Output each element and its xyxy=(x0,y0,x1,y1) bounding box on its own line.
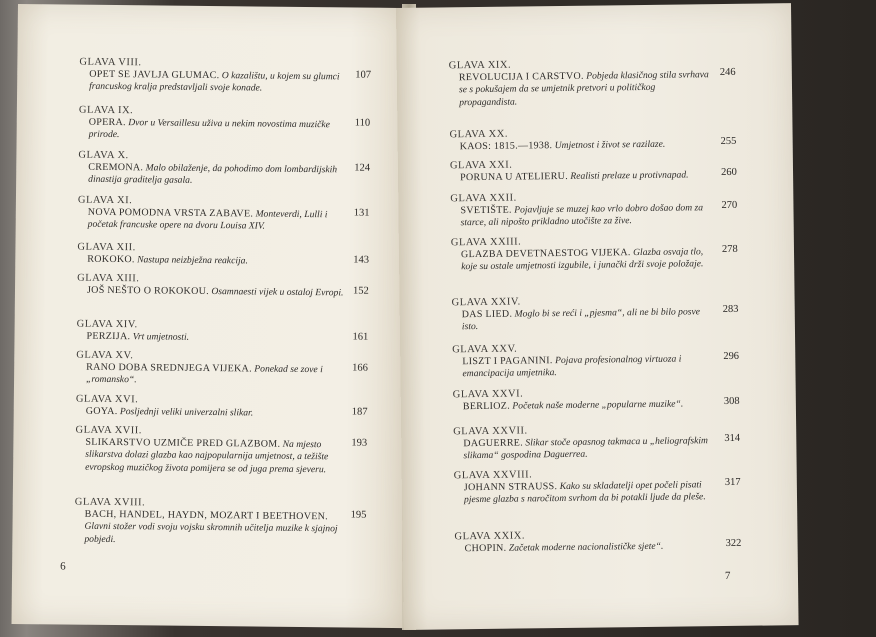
page-number: 107 xyxy=(355,69,372,81)
chapter-summary xyxy=(462,306,716,334)
page-number: 166 xyxy=(352,362,369,374)
toc-entry xyxy=(78,150,350,190)
page-number: 314 xyxy=(724,432,741,445)
chapter-description: Vrt umjetnosti. xyxy=(132,331,190,343)
page-number: 161 xyxy=(352,331,369,343)
chapter-title: JOHANN STRAUSS. xyxy=(463,481,558,494)
page-number: 283 xyxy=(722,303,739,316)
chapter-title: SVETIŠTE. xyxy=(460,204,512,217)
toc-entry xyxy=(76,394,348,421)
page-number: 246 xyxy=(719,66,736,79)
chapter-summary xyxy=(464,479,718,507)
chapter-summary xyxy=(84,509,346,549)
chapter-title: CREMONA. xyxy=(88,161,144,174)
page-number: 131 xyxy=(353,207,370,219)
chapter-description: Umjetnost i život se razilaze. xyxy=(554,138,666,152)
chapter-description: Realisti prelaze u protivnapad. xyxy=(570,169,689,182)
toc-entry xyxy=(75,425,348,477)
chapter-title: PERZIJA. xyxy=(86,330,131,343)
chapter-summary xyxy=(459,69,713,109)
chapter-description: Glavni stožer vodi svoju vojsku skromnih učitelja muzike k sjajnoj pobjedi. xyxy=(84,521,338,545)
chapter-summary xyxy=(463,435,717,463)
chapter-summary xyxy=(85,437,347,477)
chapter-title: LISZT I PAGANINI. xyxy=(462,355,553,368)
chapter-number: GLAVA XVIII. xyxy=(74,496,146,509)
toc-entry xyxy=(452,341,716,381)
chapter-title: ROKOKO. xyxy=(87,253,135,266)
chapter-number: GLAVA XXIV. xyxy=(451,296,521,309)
chapter-title: NOVA POMODNA VRSTA ZABAVE. xyxy=(87,206,254,220)
chapter-description: Početak naše moderne „popularne muzike“. xyxy=(512,398,684,412)
chapter-number: GLAVA XIII. xyxy=(77,272,140,285)
chapter-title: BERLIOZ. xyxy=(462,400,511,413)
chapter-description: Glazba osvaja tlo, koje su ostale umjetnosti izgubile, i junački drži svoje položaje. xyxy=(461,246,704,273)
chapter-number: GLAVA XV. xyxy=(76,349,134,362)
chapter-title: JOŠ NEŠTO O ROKOKOU. xyxy=(86,284,209,298)
chapter-title: OPET SE JAVLJA GLUMAC. xyxy=(89,68,220,82)
chapter-number: GLAVA XX. xyxy=(449,128,508,141)
chapter-summary xyxy=(87,254,349,269)
page-number: 143 xyxy=(353,254,370,266)
chapter-summary xyxy=(460,138,714,154)
chapter-summary xyxy=(88,207,350,235)
left-page xyxy=(12,4,410,628)
chapter-summary xyxy=(86,331,348,346)
chapter-title: DAGUERRE. xyxy=(463,437,524,450)
toc-entry xyxy=(450,190,714,230)
toc-entry xyxy=(451,234,715,274)
folio-page-number: 7 xyxy=(724,569,731,583)
page-number: 152 xyxy=(352,285,369,297)
chapter-description: Dvor u Versaillesu uživa u nekim novostima muzičke prirode. xyxy=(88,117,331,141)
toc-entry xyxy=(78,195,350,235)
chapter-title: OPERA. xyxy=(88,116,126,129)
chapter-title: KAOS: 1815.—1938. xyxy=(459,140,553,153)
toc-entry xyxy=(449,57,714,109)
chapter-number: GLAVA XXVIII. xyxy=(453,469,533,482)
page-number: 124 xyxy=(354,162,371,174)
toc-entry xyxy=(76,350,348,390)
chapter-title: CHOPIN. xyxy=(464,542,507,555)
chapter-number: GLAVA XXII. xyxy=(450,192,517,205)
page-number: 193 xyxy=(351,437,368,449)
chapter-title: DAS LIED. xyxy=(461,308,513,321)
chapter-description: O kazalištu, u kojem su glumci francuskog kralja predstavljali svoje konade. xyxy=(89,70,340,94)
chapter-number: GLAVA XXVII. xyxy=(453,425,528,438)
page-number: 296 xyxy=(723,350,740,363)
page-number: 187 xyxy=(351,406,368,418)
chapter-summary xyxy=(86,406,348,421)
right-page xyxy=(396,3,799,630)
chapter-summary xyxy=(89,69,351,97)
chapter-number: GLAVA XVI. xyxy=(75,393,139,406)
chapter-number: GLAVA XVII. xyxy=(75,424,142,437)
chapter-description: Moglo bi se reći i „pjesma“, ali ne bi bilo posve isto. xyxy=(461,306,701,333)
chapter-summary xyxy=(89,117,351,145)
chapter-description: Pojava profesionalnog virtuoza i emancipacija umjetnika. xyxy=(462,353,682,380)
chapter-summary xyxy=(461,246,715,274)
toc-entry xyxy=(77,242,349,269)
chapter-summary xyxy=(463,398,717,414)
toc-entry xyxy=(76,319,348,346)
toc-entry xyxy=(77,273,349,300)
chapter-title: RANO DOBA SREDNJEGA VIJEKA. xyxy=(86,361,252,375)
chapter-summary xyxy=(460,169,714,185)
toc-entry xyxy=(454,467,718,507)
toc-entry xyxy=(79,105,351,145)
chapter-number: GLAVA XIX. xyxy=(448,59,512,72)
chapter-summary xyxy=(462,353,716,381)
toc-entry xyxy=(74,497,347,549)
page-number: 322 xyxy=(725,537,742,550)
chapter-summary xyxy=(460,202,714,230)
page-number: 278 xyxy=(721,243,738,256)
toc-entry xyxy=(79,57,351,97)
toc-entry xyxy=(453,386,717,414)
chapter-description: Osamnaesti vijek u ostaloj Evropi. xyxy=(211,286,344,299)
chapter-number: GLAVA XII. xyxy=(77,241,136,254)
toc-entry xyxy=(452,294,716,334)
chapter-title: SLIKARSTVO UZMIČE PRED GLAZBOM. xyxy=(85,436,281,450)
chapter-number: GLAVA XI. xyxy=(77,194,133,207)
chapter-summary xyxy=(86,362,348,390)
chapter-description: Nastupa neizbježna reakcija. xyxy=(137,254,248,267)
chapter-title: GLAZBA DEVETNAESTOG VIJEKA. xyxy=(460,247,631,261)
page-number: 195 xyxy=(350,509,367,521)
chapter-title: GOYA. xyxy=(85,405,118,418)
chapter-number: GLAVA XXIX. xyxy=(454,530,525,543)
chapter-number: GLAVA XIV. xyxy=(76,318,138,331)
chapter-description: Slikar stoče opasnog takmaca u „heliografskim slikama“ gospodina Daguerrea. xyxy=(463,435,708,462)
chapter-number: GLAVA VIII. xyxy=(79,56,142,69)
toc-entry xyxy=(449,126,713,154)
toc-entry xyxy=(454,528,718,556)
chapter-description: Posljednji veliki univerzalni slikar. xyxy=(119,406,254,419)
toc-entry xyxy=(453,423,717,463)
chapter-description: Začetak moderne nacionalističke sjete“. xyxy=(508,540,664,554)
chapter-description: Malo obilaženje, da pohodimo dom lombardijskih dinastija graditelja gasala. xyxy=(88,162,338,187)
folio-page-number: 6 xyxy=(60,560,66,573)
chapter-number: GLAVA XXVI. xyxy=(452,388,524,401)
chapter-description: Monteverdi, Lulli i početak francuske opere na dvoru Louisa XIV. xyxy=(87,208,328,233)
chapter-number: GLAVA XXIII. xyxy=(450,236,522,249)
page-number: 255 xyxy=(720,135,737,148)
toc-entry xyxy=(450,157,714,185)
chapter-description: Pobjeda klasičnog stila svrhava se s pokušajem da se umjetnik pretvori u političkog propagandista. xyxy=(458,69,709,109)
page-number: 270 xyxy=(721,199,738,212)
chapter-summary xyxy=(465,540,719,556)
chapter-number: GLAVA XXV. xyxy=(452,343,518,356)
chapter-description: Na mjesto slikarstva dolazi glazba kao najpopularnija umjetnost, a težište evropskog muzičkog života pomijera se od juga prema sjeveru. xyxy=(85,438,329,476)
chapter-number: GLAVA XXI. xyxy=(449,159,513,172)
chapter-summary xyxy=(88,162,350,190)
page-number: 260 xyxy=(720,166,737,179)
chapter-title: BACH, HANDEL, HAYDN, MOZART I BEETHOVEN. xyxy=(84,508,329,523)
chapter-description: Ponekad se zove i „romansko“. xyxy=(86,363,323,386)
chapter-summary xyxy=(87,285,349,300)
page-number: 308 xyxy=(723,395,740,408)
page-number: 317 xyxy=(724,476,741,489)
chapter-description: Kako su skladatelji opet počeli pisati pjesme glazba s naročitom svrhom da bi potakli ljude da pleše. xyxy=(463,479,706,506)
chapter-number: GLAVA IX. xyxy=(78,104,134,117)
chapter-description: Pojavljuje se muzej kao vrlo dobro došao dom za starce, ali nipošto prikladno utočište za žive. xyxy=(460,202,704,229)
chapter-title: PORUNA U ATELIERU. xyxy=(460,170,569,184)
chapter-title: REVOLUCIJA I CARSTVO. xyxy=(458,70,584,84)
page-number: 110 xyxy=(354,117,371,129)
chapter-number: GLAVA X. xyxy=(78,149,129,162)
